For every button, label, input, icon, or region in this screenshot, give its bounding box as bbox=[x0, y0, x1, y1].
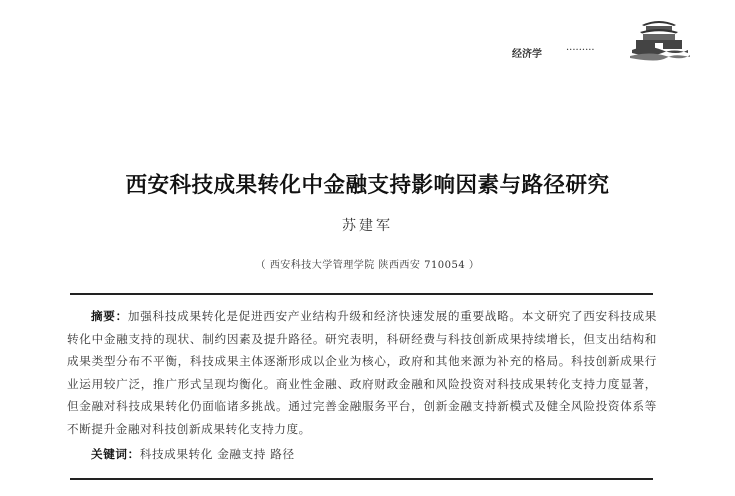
header-dots: ········· bbox=[566, 45, 595, 56]
keywords-text: 科技成果转化 金融支持 路径 bbox=[139, 447, 295, 461]
abstract-block bbox=[67, 305, 657, 441]
bottom-rule bbox=[70, 478, 653, 480]
keywords-label: 关键词： bbox=[91, 447, 140, 461]
abstract-label: 摘要： bbox=[91, 309, 128, 323]
header-journal-label: 经济学 bbox=[512, 49, 542, 60]
keywords-line bbox=[91, 446, 295, 462]
paper-author: 苏建军 bbox=[342, 218, 393, 234]
top-rule bbox=[70, 293, 653, 295]
paper-title: 西安科技成果转化中金融支持影响因素与路径研究 bbox=[125, 173, 610, 198]
abstract-text: 加强科技成果转化是促进西安产业结构升级和经济快速发展的重要战略。本文研究了西安科技成果转化中金融支持的现状、制约因素及提升路径。研究表明，科研经费与科技创新成果持续增长，但支出结构和成果类型分布不平衡，科技成果主体逐渐形成以企业为核心，政府和其他来源为补充的格局。科技创新成果行业运用较广泛，推广形式呈现均衡化。商业性金融、政府财政金融和风险投资对科技成果转化支持力度显著，但金融对科技成果转化仍面临诸多挑战。通过完善金融服务平台，创新金融支持新模式及健全风险投资体系等不断提升金融对科技创新成果转化支持力度。 bbox=[67, 309, 657, 436]
city-gate-logo-icon bbox=[628, 14, 690, 62]
paper-affiliation: （ 西安科技大学管理学院 陕西西安 710054 ） bbox=[255, 260, 480, 271]
